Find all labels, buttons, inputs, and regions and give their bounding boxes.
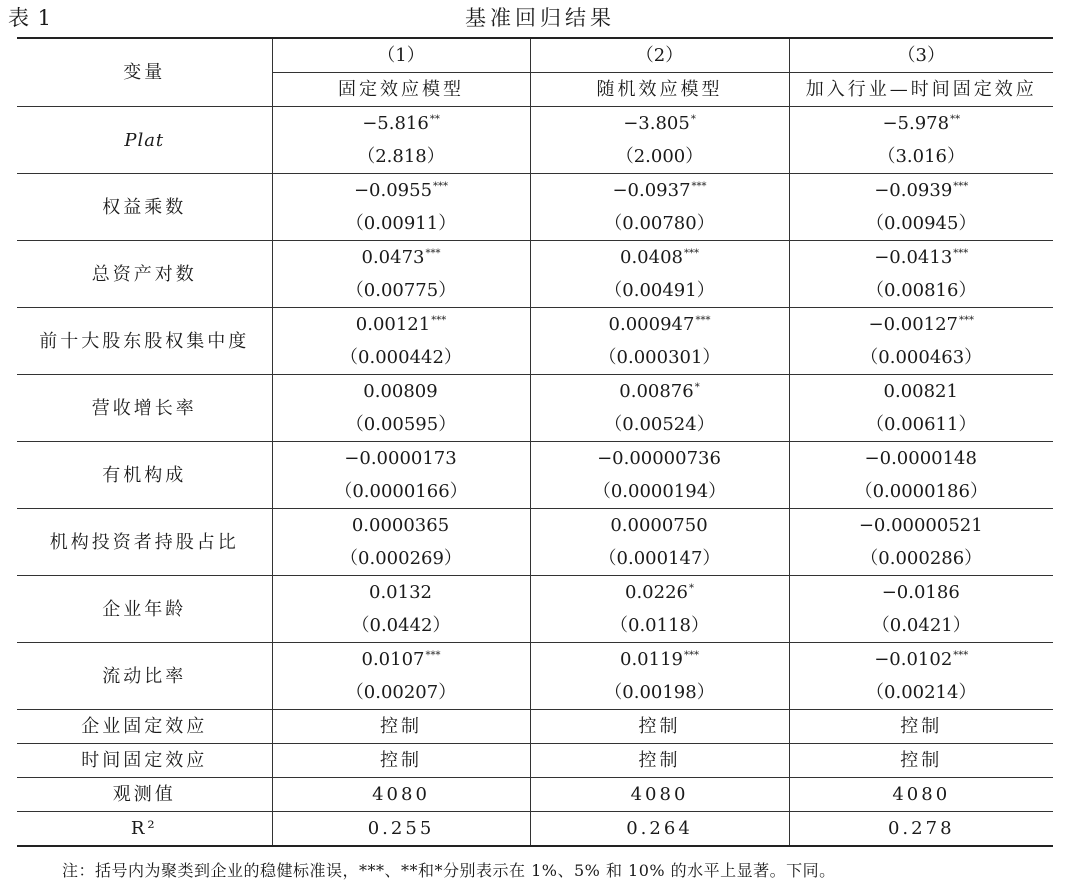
variable-name: 时间固定效应 bbox=[17, 744, 272, 778]
coefficient-cell bbox=[530, 375, 789, 409]
coefficient-value: 0.0119 bbox=[620, 649, 683, 670]
standard-error: （0.00595） bbox=[272, 408, 530, 442]
coefficient-cell bbox=[530, 308, 789, 342]
standard-error: （0.0000186） bbox=[789, 475, 1053, 509]
regression-table bbox=[17, 37, 1053, 847]
coefficient-value: −0.0186 bbox=[881, 582, 960, 603]
variable-name: R² bbox=[17, 812, 272, 847]
variable-name: 营收增长率 bbox=[17, 375, 272, 442]
table-row bbox=[17, 778, 1053, 812]
coefficient-value: 0.0107 bbox=[361, 649, 425, 670]
standard-error: （0.0421） bbox=[789, 609, 1053, 643]
coefficient-value: −0.00000736 bbox=[597, 448, 721, 469]
coefficient-cell bbox=[272, 509, 530, 543]
coefficient-cell bbox=[530, 643, 789, 677]
coefficient-value: 0.000947 bbox=[608, 314, 695, 335]
standard-error: （0.00816） bbox=[789, 274, 1053, 308]
coefficient-cell bbox=[789, 308, 1053, 342]
coefficient-cell bbox=[272, 643, 530, 677]
significance-stars: * bbox=[690, 114, 696, 125]
coefficient-cell bbox=[789, 174, 1053, 208]
standard-error: （2.818） bbox=[272, 140, 530, 174]
coefficient-cell bbox=[272, 576, 530, 610]
coefficient-cell bbox=[789, 107, 1053, 141]
coefficient-value: −0.0102 bbox=[874, 649, 953, 670]
coefficient-cell bbox=[530, 241, 789, 275]
significance-stars: ** bbox=[429, 114, 440, 125]
coefficient-cell bbox=[272, 308, 530, 342]
table-row bbox=[17, 174, 1053, 208]
coefficient-value: −5.816 bbox=[362, 113, 429, 134]
coefficient-value: 0.0000750 bbox=[610, 515, 708, 536]
coefficient-value: 0.00121 bbox=[355, 314, 431, 335]
standard-error: （0.000442） bbox=[272, 341, 530, 375]
table-number: 表 1 bbox=[8, 6, 53, 30]
significance-stars: *** bbox=[431, 315, 447, 326]
coefficient-cell bbox=[272, 375, 530, 409]
table-title: 基准回归结果 bbox=[465, 6, 615, 30]
coefficient-cell bbox=[530, 107, 789, 141]
variable-name: 企业固定效应 bbox=[17, 710, 272, 744]
column-number: （1） bbox=[272, 38, 530, 73]
coefficient-value: 0.00809 bbox=[363, 381, 438, 402]
coefficient-cell bbox=[530, 442, 789, 476]
table-row bbox=[17, 375, 1053, 409]
table-row bbox=[17, 107, 1053, 141]
coefficient-cell bbox=[789, 375, 1053, 409]
standard-error: （0.000286） bbox=[789, 542, 1053, 576]
standard-error: （0.000301） bbox=[530, 341, 789, 375]
standard-error: （0.00198） bbox=[530, 676, 789, 710]
coefficient-cell bbox=[530, 509, 789, 543]
significance-stars: *** bbox=[953, 650, 969, 661]
standard-error: （0.00780） bbox=[530, 207, 789, 241]
significance-stars: *** bbox=[433, 181, 449, 192]
value-cell: 控制 bbox=[272, 744, 530, 778]
table-row bbox=[17, 576, 1053, 610]
variable-name: 流动比率 bbox=[17, 643, 272, 710]
standard-error: （0.00491） bbox=[530, 274, 789, 308]
coefficient-value: −0.0000148 bbox=[864, 448, 977, 469]
significance-stars: * bbox=[688, 583, 694, 594]
value-cell: 控制 bbox=[272, 710, 530, 744]
standard-error: （0.000463） bbox=[789, 341, 1053, 375]
coefficient-value: −0.0937 bbox=[612, 180, 691, 201]
variable-name: 权益乘数 bbox=[17, 174, 272, 241]
standard-error: （2.000） bbox=[530, 140, 789, 174]
variable-name: 总资产对数 bbox=[17, 241, 272, 308]
value-cell: 4080 bbox=[272, 778, 530, 812]
coefficient-value: 0.0408 bbox=[620, 247, 683, 268]
coefficient-value: 0.0132 bbox=[369, 582, 432, 603]
value-cell: 0.278 bbox=[789, 812, 1053, 847]
significance-stars: *** bbox=[691, 181, 707, 192]
variable-name: 企业年龄 bbox=[17, 576, 272, 643]
variable-name: Plat bbox=[17, 107, 272, 174]
standard-error: （0.0442） bbox=[272, 609, 530, 643]
coefficient-value: 0.00876 bbox=[619, 381, 694, 402]
value-cell: 0.255 bbox=[272, 812, 530, 847]
significance-stars: *** bbox=[425, 650, 441, 661]
coefficient-cell bbox=[530, 174, 789, 208]
standard-error: （0.000269） bbox=[272, 542, 530, 576]
column-model: 随机效应模型 bbox=[530, 73, 789, 107]
coefficient-value: −0.00127 bbox=[868, 314, 959, 335]
standard-error: （0.00214） bbox=[789, 676, 1053, 710]
coefficient-value: 0.0473 bbox=[361, 247, 425, 268]
variable-name: 观测值 bbox=[17, 778, 272, 812]
coefficient-cell bbox=[272, 442, 530, 476]
table-caption bbox=[0, 0, 1080, 34]
standard-error: （3.016） bbox=[789, 140, 1053, 174]
table-row bbox=[17, 442, 1053, 476]
table-note: 注：括号内为聚类到企业的稳健标准误，***、**和*分别表示在 1%、5% 和 10% 的水平上显著。下同。 bbox=[62, 861, 836, 880]
column-number: （2） bbox=[530, 38, 789, 73]
standard-error: （0.00207） bbox=[272, 676, 530, 710]
significance-stars: ** bbox=[950, 114, 961, 125]
value-cell: 控制 bbox=[789, 710, 1053, 744]
value-cell: 控制 bbox=[530, 744, 789, 778]
coefficient-cell bbox=[272, 107, 530, 141]
coefficient-cell bbox=[530, 576, 789, 610]
coefficient-cell bbox=[789, 576, 1053, 610]
standard-error: （0.0000166） bbox=[272, 475, 530, 509]
column-model: 固定效应模型 bbox=[272, 73, 530, 107]
coefficient-value: −0.0939 bbox=[874, 180, 953, 201]
standard-error: （0.00611） bbox=[789, 408, 1053, 442]
significance-stars: *** bbox=[953, 248, 969, 259]
value-cell: 4080 bbox=[789, 778, 1053, 812]
coefficient-value: −5.978 bbox=[882, 113, 950, 134]
coefficient-value: 0.0000365 bbox=[351, 515, 450, 536]
significance-stars: *** bbox=[683, 248, 699, 259]
standard-error: （0.0000194） bbox=[530, 475, 789, 509]
significance-stars: * bbox=[694, 382, 700, 393]
significance-stars: *** bbox=[683, 650, 699, 661]
header-row-numbers bbox=[17, 38, 1053, 73]
table-row bbox=[17, 241, 1053, 275]
significance-stars: *** bbox=[959, 315, 975, 326]
coefficient-cell bbox=[272, 174, 530, 208]
variable-header: 变量 bbox=[17, 38, 272, 107]
significance-stars: *** bbox=[695, 315, 711, 326]
table-row bbox=[17, 509, 1053, 543]
coefficient-cell bbox=[789, 442, 1053, 476]
table-row bbox=[17, 308, 1053, 342]
coefficient-value: −0.00000521 bbox=[858, 515, 983, 536]
table-row bbox=[17, 812, 1053, 847]
value-cell: 控制 bbox=[789, 744, 1053, 778]
variable-name: 前十大股东股权集中度 bbox=[17, 308, 272, 375]
value-cell: 4080 bbox=[530, 778, 789, 812]
coefficient-cell bbox=[272, 241, 530, 275]
standard-error: （0.00911） bbox=[272, 207, 530, 241]
table-row bbox=[17, 710, 1053, 744]
coefficient-value: 0.0226 bbox=[625, 582, 688, 603]
value-cell: 控制 bbox=[530, 710, 789, 744]
coefficient-value: −0.0000173 bbox=[344, 448, 457, 469]
value-cell: 0.264 bbox=[530, 812, 789, 847]
significance-stars: *** bbox=[953, 181, 969, 192]
standard-error: （0.00775） bbox=[272, 274, 530, 308]
coefficient-cell bbox=[789, 643, 1053, 677]
coefficient-value: 0.00821 bbox=[883, 381, 958, 402]
standard-error: （0.0118） bbox=[530, 609, 789, 643]
coefficient-cell bbox=[789, 509, 1053, 543]
coefficient-cell bbox=[789, 241, 1053, 275]
variable-name: 有机构成 bbox=[17, 442, 272, 509]
variable-name: 机构投资者持股占比 bbox=[17, 509, 272, 576]
table-row bbox=[17, 643, 1053, 677]
coefficient-value: −0.0413 bbox=[874, 247, 953, 268]
coefficient-value: −3.805 bbox=[623, 113, 690, 134]
significance-stars: *** bbox=[425, 248, 441, 259]
table-row bbox=[17, 744, 1053, 778]
coefficient-value: −0.0955 bbox=[353, 180, 433, 201]
standard-error: （0.00945） bbox=[789, 207, 1053, 241]
column-model: 加入行业—时间固定效应 bbox=[789, 73, 1053, 107]
standard-error: （0.00524） bbox=[530, 408, 789, 442]
standard-error: （0.000147） bbox=[530, 542, 789, 576]
column-number: （3） bbox=[789, 38, 1053, 73]
